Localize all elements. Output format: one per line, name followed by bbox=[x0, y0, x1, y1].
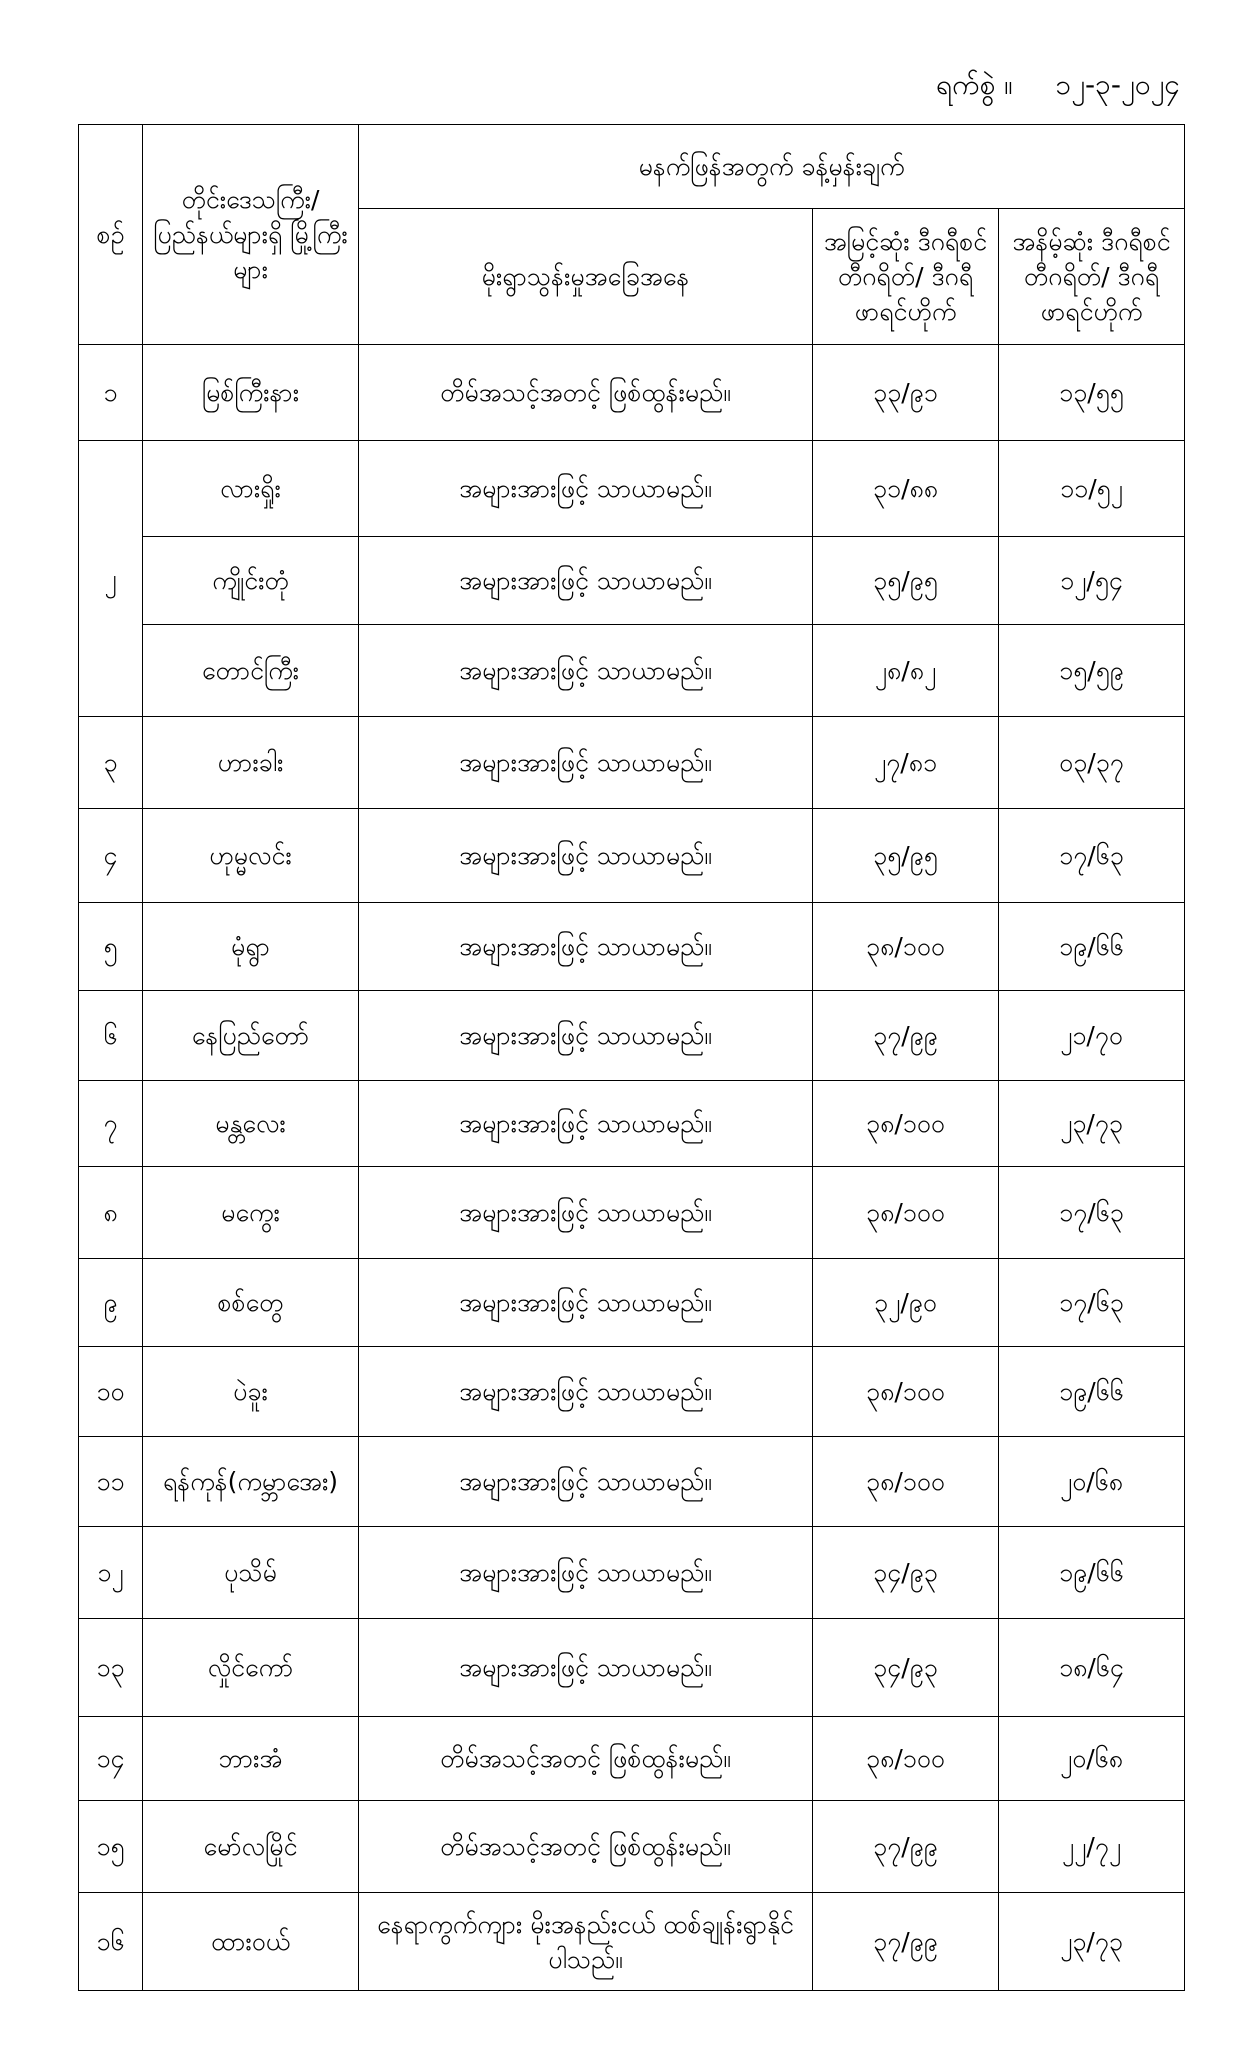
header-rain: မိုးရွာသွန်းမှုအခြေအနေ bbox=[359, 209, 813, 345]
city-name: မကွေး bbox=[143, 1167, 359, 1259]
city-name: ဟုမ္မလင်း bbox=[143, 809, 359, 903]
row-number: ၁၃ bbox=[79, 1619, 143, 1717]
rain-condition: အများအားဖြင့် သာယာမည်။ bbox=[359, 1437, 813, 1527]
max-temp: ၃၇/၉၉ bbox=[813, 1801, 999, 1893]
max-temp: ၃၂/၉၀ bbox=[813, 1259, 999, 1347]
max-temp: ၃၄/၉၃ bbox=[813, 1619, 999, 1717]
rain-condition: အများအားဖြင့် သာယာမည်။ bbox=[359, 903, 813, 991]
city-name: ကျိုင်းတုံ bbox=[143, 537, 359, 625]
min-temp: ၂၀/၆၈ bbox=[999, 1437, 1185, 1527]
row-number: ၁၅ bbox=[79, 1801, 143, 1893]
row-number: ၁၄ bbox=[79, 1717, 143, 1801]
max-temp: ၃၈/၁၀၀ bbox=[813, 1347, 999, 1437]
min-temp: ၁၇/၆၃ bbox=[999, 1259, 1185, 1347]
table-row bbox=[79, 1081, 1185, 1167]
row-number: ၁၂ bbox=[79, 1527, 143, 1619]
city-name: တောင်ကြီး bbox=[143, 625, 359, 717]
rain-condition: အများအားဖြင့် သာယာမည်။ bbox=[359, 625, 813, 717]
min-temp: ၁၂/၅၄ bbox=[999, 537, 1185, 625]
city-name: လားရှိုး bbox=[143, 441, 359, 537]
table-row bbox=[79, 1619, 1185, 1717]
min-temp: ၁၃/၅၅ bbox=[999, 345, 1185, 441]
max-temp: ၃၈/၁၀၀ bbox=[813, 1081, 999, 1167]
city-name: မော်လမြိုင် bbox=[143, 1801, 359, 1893]
city-name: ထားဝယ် bbox=[143, 1893, 359, 1991]
min-temp: ၁၁/၅၂ bbox=[999, 441, 1185, 537]
max-temp: ၃၈/၁၀၀ bbox=[813, 903, 999, 991]
min-temp: ၁၅/၅၉ bbox=[999, 625, 1185, 717]
min-temp: ၁၈/၆၄ bbox=[999, 1619, 1185, 1717]
table-row bbox=[79, 1717, 1185, 1801]
header-city: တိုင်းဒေသကြီး/ ပြည်နယ်များရှိ မြို့ကြီးများ bbox=[143, 125, 359, 345]
table-row bbox=[79, 717, 1185, 809]
row-number: ၂ bbox=[79, 441, 143, 717]
city-name: ပဲခူး bbox=[143, 1347, 359, 1437]
table-row bbox=[79, 1801, 1185, 1893]
max-temp: ၂၇/၈၁ bbox=[813, 717, 999, 809]
table-row bbox=[79, 441, 1185, 537]
min-temp: ၂၂/၇၂ bbox=[999, 1801, 1185, 1893]
date-line bbox=[936, 66, 1180, 108]
table-row bbox=[79, 625, 1185, 717]
rain-condition: အများအားဖြင့် သာယာမည်။ bbox=[359, 441, 813, 537]
table-row bbox=[79, 1259, 1185, 1347]
table-row bbox=[79, 991, 1185, 1081]
rain-condition: အများအားဖြင့် သာယာမည်။ bbox=[359, 991, 813, 1081]
min-temp: ၁၉/၆၆ bbox=[999, 1347, 1185, 1437]
table-row bbox=[79, 1437, 1185, 1527]
table-row bbox=[79, 809, 1185, 903]
table-row bbox=[79, 1347, 1185, 1437]
row-number: ၇ bbox=[79, 1081, 143, 1167]
rain-condition: တိမ်အသင့်အတင့် ဖြစ်ထွန်းမည်။ bbox=[359, 1717, 813, 1801]
max-temp: ၃၄/၉၃ bbox=[813, 1527, 999, 1619]
table-row bbox=[79, 903, 1185, 991]
rain-condition: နေရာကွက်ကျား မိုးအနည်းငယ် ထစ်ချုန်းရွာနိုင်ပါသည်။ bbox=[359, 1893, 813, 1991]
min-temp: ၁၉/၆၆ bbox=[999, 1527, 1185, 1619]
max-temp: ၃၁/၈၈ bbox=[813, 441, 999, 537]
city-name: မုံရွာ bbox=[143, 903, 359, 991]
city-name: မြစ်ကြီးနား bbox=[143, 345, 359, 441]
min-temp: ၂၃/၇၃ bbox=[999, 1081, 1185, 1167]
header-serial: စဉ် bbox=[79, 125, 143, 345]
rain-condition: အများအားဖြင့် သာယာမည်။ bbox=[359, 1167, 813, 1259]
row-number: ၃ bbox=[79, 717, 143, 809]
rain-condition: အများအားဖြင့် သာယာမည်။ bbox=[359, 1619, 813, 1717]
min-temp: ၁၉/၆၆ bbox=[999, 903, 1185, 991]
max-temp: ၂၈/၈၂ bbox=[813, 625, 999, 717]
header-max-temp: အမြင့်ဆုံး ဒီဂရီစင်တီဂရိတ်/ ဒီဂရီဖာရင်ဟိုက် bbox=[813, 209, 999, 345]
max-temp: ၃၈/၁၀၀ bbox=[813, 1167, 999, 1259]
row-number: ၆ bbox=[79, 991, 143, 1081]
rain-condition: အများအားဖြင့် သာယာမည်။ bbox=[359, 537, 813, 625]
row-number: ၁ bbox=[79, 345, 143, 441]
max-temp: ၃၃/၉၁ bbox=[813, 345, 999, 441]
rain-condition: အများအားဖြင့် သာယာမည်။ bbox=[359, 1259, 813, 1347]
row-number: ၄ bbox=[79, 809, 143, 903]
row-number: ၉ bbox=[79, 1259, 143, 1347]
city-name: စစ်တွေ bbox=[143, 1259, 359, 1347]
date-value: ၁၂-၃-၂၀၂၄ bbox=[1055, 68, 1180, 101]
max-temp: ၃၅/၉၅ bbox=[813, 809, 999, 903]
min-temp: ၁၇/၆၃ bbox=[999, 809, 1185, 903]
row-number: ၁၁ bbox=[79, 1437, 143, 1527]
max-temp: ၃၈/၁၀၀ bbox=[813, 1437, 999, 1527]
table-row bbox=[79, 345, 1185, 441]
row-number: ၁၆ bbox=[79, 1893, 143, 1991]
header-min-temp: အနိမ့်ဆုံး ဒီဂရီစင်တီဂရိတ်/ ဒီဂရီဖာရင်ဟိုက် bbox=[999, 209, 1185, 345]
max-temp: ၃၅/၉၅ bbox=[813, 537, 999, 625]
header-forecast-group: မနက်ဖြန်အတွက် ခန့်မှန်းချက် bbox=[359, 125, 1185, 209]
city-name: လှိုင်ကော် bbox=[143, 1619, 359, 1717]
rain-condition: အများအားဖြင့် သာယာမည်။ bbox=[359, 809, 813, 903]
max-temp: ၃၇/၉၉ bbox=[813, 1893, 999, 1991]
max-temp: ၃၇/၉၉ bbox=[813, 991, 999, 1081]
table-row bbox=[79, 1527, 1185, 1619]
city-name: မန္တလေး bbox=[143, 1081, 359, 1167]
min-temp: ၁၇/၆၃ bbox=[999, 1167, 1185, 1259]
min-temp: ၀၃/၃၇ bbox=[999, 717, 1185, 809]
table-row bbox=[79, 537, 1185, 625]
city-name: ဘားအံ bbox=[143, 1717, 359, 1801]
min-temp: ၂၁/၇၀ bbox=[999, 991, 1185, 1081]
city-name: ပုသိမ် bbox=[143, 1527, 359, 1619]
rain-condition: တိမ်အသင့်အတင့် ဖြစ်ထွန်းမည်။ bbox=[359, 1801, 813, 1893]
city-name: ဟားခါး bbox=[143, 717, 359, 809]
rain-condition: အများအားဖြင့် သာယာမည်။ bbox=[359, 1081, 813, 1167]
weather-forecast-table bbox=[78, 124, 1185, 1991]
row-number: ၁၀ bbox=[79, 1347, 143, 1437]
row-number: ၅ bbox=[79, 903, 143, 991]
date-label: ရက်စွဲ ။ bbox=[936, 68, 1013, 101]
rain-condition: အများအားဖြင့် သာယာမည်။ bbox=[359, 717, 813, 809]
max-temp: ၃၈/၁၀၀ bbox=[813, 1717, 999, 1801]
min-temp: ၂၃/၇၃ bbox=[999, 1893, 1185, 1991]
city-name: ရန်ကုန်(ကမ္ဘာအေး) bbox=[143, 1437, 359, 1527]
min-temp: ၂၀/၆၈ bbox=[999, 1717, 1185, 1801]
rain-condition: တိမ်အသင့်အတင့် ဖြစ်ထွန်းမည်။ bbox=[359, 345, 813, 441]
table-row bbox=[79, 1893, 1185, 1991]
city-name: နေပြည်တော် bbox=[143, 991, 359, 1081]
rain-condition: အများအားဖြင့် သာယာမည်။ bbox=[359, 1527, 813, 1619]
row-number: ၈ bbox=[79, 1167, 143, 1259]
table-row bbox=[79, 1167, 1185, 1259]
rain-condition: အများအားဖြင့် သာယာမည်။ bbox=[359, 1347, 813, 1437]
